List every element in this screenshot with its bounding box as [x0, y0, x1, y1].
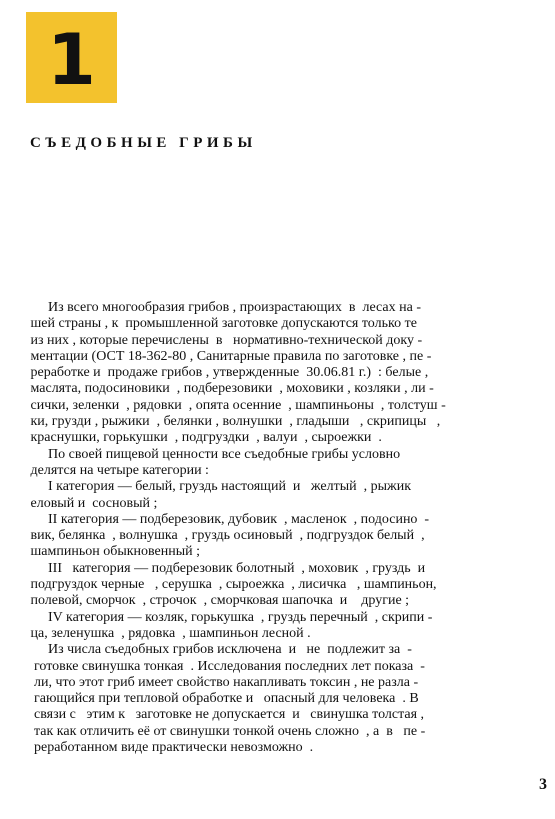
text-line: краснушки, горькушки , подгруздки , валуи , сыроежки . — [27, 430, 382, 446]
text-line: еловый и сосновый ; — [27, 495, 158, 511]
text-line: ца, зеленушка , рядовка , шампиньон лесной . — [27, 625, 311, 641]
text-line: маслята, подосиновики , подберезовики , моховики , козляки , ли - — [27, 381, 434, 397]
text-line: подгруздок черные , серушка , сыроежка , лисичка , шампиньон, — [27, 577, 437, 593]
text-line: шампиньон обыкновенный ; — [27, 544, 201, 560]
chapter-number-badge — [26, 12, 117, 103]
text-line: вик, белянка , волнушка , груздь осиновый , подгруздок белый , — [27, 528, 425, 544]
text-line: полевой, сморчок , строчок , сморчковая шапочка и другие ; — [27, 593, 410, 609]
text-line: гающийся при тепловой обработке и опасный для человека . В — [27, 691, 419, 707]
text-line: ментации (ОСТ 18-362-80 , Санитарные правила по заготовке , пе - — [27, 348, 432, 364]
text-line: сички, зеленки , рядовки , опята осенние , шампиньоны , толстуш - — [27, 397, 446, 413]
text-line: так как отличить её от свинушки тонкой очень сложно , а в пе - — [27, 723, 426, 739]
text-line: I категория — белый, груздь настоящий и желтый , рыжик — [27, 479, 412, 495]
text-line: связи с этим к заготовке не допускается и свинушка толстая , — [27, 707, 425, 723]
text-line: IV категория — козляк, горькушка , груздь перечный , скрипи - — [27, 609, 433, 625]
body-text — [27, 300, 547, 756]
text-line: Из всего многообразия грибов , произрастающих в лесах на - — [27, 300, 421, 315]
text-line: II категория — подберезовик, дубовик , масленок , подосино - — [27, 511, 430, 527]
page-number: 3 — [539, 776, 547, 793]
text-line: Из числа съедобных грибов исключена и не подлежит за - — [27, 642, 412, 658]
text-line: из них , которые перечислены в нормативно-технической доку - — [27, 332, 423, 348]
text-line: реработанном виде практически невозможно . — [27, 740, 314, 756]
text-line: ли, что этот гриб имеет свойство накапливать токсин , не разла - — [27, 674, 419, 690]
text-line: делятся на четыре категории : — [27, 462, 209, 478]
text-line: По своей пищевой ценности все съедобные грибы условно — [27, 446, 401, 462]
chapter-number: 1 — [47, 18, 96, 101]
text-line: готовке свинушка тонкая . Исследования последних лет показа - — [27, 658, 425, 674]
text-line: реработке и продаже грибов , утвержденные 30.06.81 г.) : белые , — [27, 365, 429, 381]
chapter-title: СЪЕДОБНЫЕ ГРИБЫ — [30, 135, 257, 151]
text-line: шей страны , к промышленной заготовке допускаются только те — [27, 316, 417, 332]
text-line: III категория — подберезовик болотный , моховик , груздь и — [27, 560, 426, 576]
text-line: ки, грузди , рыжики , белянки , волнушки , гладыши , скрипицы , — [27, 414, 441, 430]
